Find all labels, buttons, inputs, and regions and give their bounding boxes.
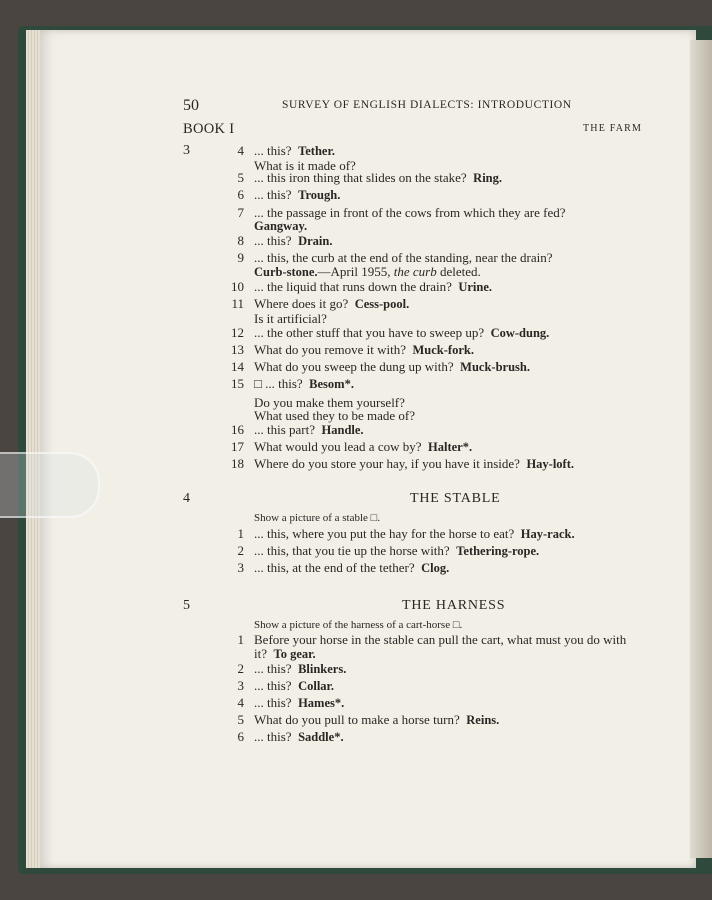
question-text: ... this?	[254, 695, 292, 710]
section-number: 5	[183, 598, 190, 613]
question-text: ... this part?	[254, 422, 316, 437]
answer-text: Clog.	[421, 561, 450, 575]
item-number: 4	[237, 143, 244, 158]
answer-text: Blinkers.	[298, 662, 347, 676]
answer-text: Tethering-rope.	[456, 544, 540, 558]
question-text: ... the liquid that runs down the drain?	[254, 279, 452, 294]
answer-text: Hames*.	[298, 696, 345, 710]
item-number: 9	[237, 250, 244, 265]
item-number: 3	[237, 560, 244, 575]
running-title: SURVEY OF ENGLISH DIALECTS: INTRODUCTION	[282, 99, 572, 111]
item-number: 1	[237, 526, 244, 541]
item-number: 15	[231, 376, 244, 391]
answer-text: Trough.	[298, 188, 341, 202]
answer-text: Collar.	[298, 679, 335, 693]
answer-text: Urine.	[458, 280, 493, 294]
item-number: 14	[231, 359, 244, 374]
item-number: 17	[231, 439, 244, 454]
item-number: 4	[237, 695, 244, 710]
follow-up-question: Is it artificial?	[254, 310, 327, 326]
editorial-note: —April 1955,	[317, 263, 394, 279]
item-number: 2	[237, 543, 244, 558]
question-text: ... this?	[254, 187, 292, 202]
section-title: THE STABLE	[410, 491, 501, 506]
answer-text: Saddle*.	[298, 730, 344, 744]
section-instruction: Show a picture of a stable □.	[254, 512, 381, 524]
answer-text: Muck-brush.	[460, 360, 530, 374]
editorial-note-end: deleted.	[436, 263, 481, 279]
question-text: ... this?	[254, 661, 292, 676]
book-label: BOOK I	[183, 121, 235, 137]
question-text: ... this, that you tie up the horse with?	[254, 543, 450, 558]
follow-up-question: What is it made of?	[254, 157, 356, 173]
item-number: 8	[237, 233, 244, 248]
item-number: 11	[231, 296, 244, 311]
answer-text: Cess-pool.	[354, 297, 410, 311]
item-number: 1	[237, 632, 244, 647]
answer-text: Cow-dung.	[490, 326, 550, 340]
question-text: ... this, at the end of the tether?	[254, 560, 415, 575]
section-title: THE HARNESS	[402, 598, 506, 613]
answer-text: Hay-loft.	[526, 457, 575, 471]
item-number: 13	[231, 342, 244, 357]
item-number: 5	[237, 712, 244, 727]
page-number: 50	[183, 97, 199, 114]
follow-up-question: What used they to be made of?	[254, 408, 415, 423]
question-text: □ ... this?	[254, 376, 303, 391]
answer-text: Ring.	[473, 171, 502, 185]
editorial-note-emphasis: the curb	[393, 263, 437, 279]
answer-text: Hay-rack.	[520, 527, 575, 541]
item-number: 3	[237, 678, 244, 693]
answer-text: Gangway.	[254, 218, 308, 233]
answer-text: Handle.	[321, 423, 364, 437]
section-instruction: Show a picture of the harness of a cart-horse □.	[254, 619, 463, 631]
question-text: ... this?	[254, 729, 292, 744]
question-text: What do you pull to make a horse turn?	[254, 712, 460, 727]
answer-text: Tether.	[298, 144, 335, 158]
question-text: Where does it go?	[254, 296, 349, 311]
question-text: ... the other stuff that you have to sweep up?	[254, 325, 485, 340]
answer-text: Drain.	[298, 234, 333, 248]
question-text: ... this iron thing that slides on the stake?	[254, 170, 467, 185]
answer-text: Muck-fork.	[412, 343, 474, 357]
question-text: ... this, the curb at the end of the standing, near the drain?	[254, 250, 553, 265]
item-number: 6	[237, 729, 244, 744]
section-number: 4	[183, 491, 190, 506]
question-text: What would you lead a cow by?	[254, 439, 422, 454]
item-number: 6	[237, 187, 244, 202]
item-number: 10	[231, 279, 244, 294]
item-number: 7	[237, 205, 244, 220]
answer-text: Reins.	[466, 713, 500, 727]
section-label: THE FARM	[583, 123, 643, 134]
question-text: ... this?	[254, 143, 292, 158]
item-number: 12	[231, 325, 244, 340]
question-text: ... this?	[254, 678, 292, 693]
item-number: 5	[237, 170, 244, 185]
item-number: 18	[231, 456, 244, 471]
follow-up-question: Do you make them yourself?	[254, 394, 405, 410]
question-text: ... the passage in front of the cows from which they are fed?	[254, 205, 566, 220]
item-number: 2	[237, 661, 244, 676]
question-text: Where do you store your hay, if you have it inside?	[254, 456, 520, 471]
answer-text: To gear.	[273, 646, 316, 661]
answer-text: Halter*.	[428, 440, 473, 454]
answer-text: Besom*.	[309, 377, 354, 391]
question-text: Before your horse in the stable can pull the cart, what must you do with	[254, 632, 627, 647]
question-text: What do you sweep the dung up with?	[254, 359, 454, 374]
question-text: What do you remove it with?	[254, 342, 406, 357]
section-number: 3	[183, 143, 190, 158]
page-clip	[0, 452, 100, 518]
question-text: ... this?	[254, 233, 292, 248]
question-text-continued: it?	[254, 645, 267, 661]
item-number: 16	[231, 422, 244, 437]
page-gutter	[690, 40, 712, 858]
question-text: ... this, where you put the hay for the horse to eat?	[254, 526, 515, 541]
answer-text: Curb-stone.	[254, 264, 318, 279]
